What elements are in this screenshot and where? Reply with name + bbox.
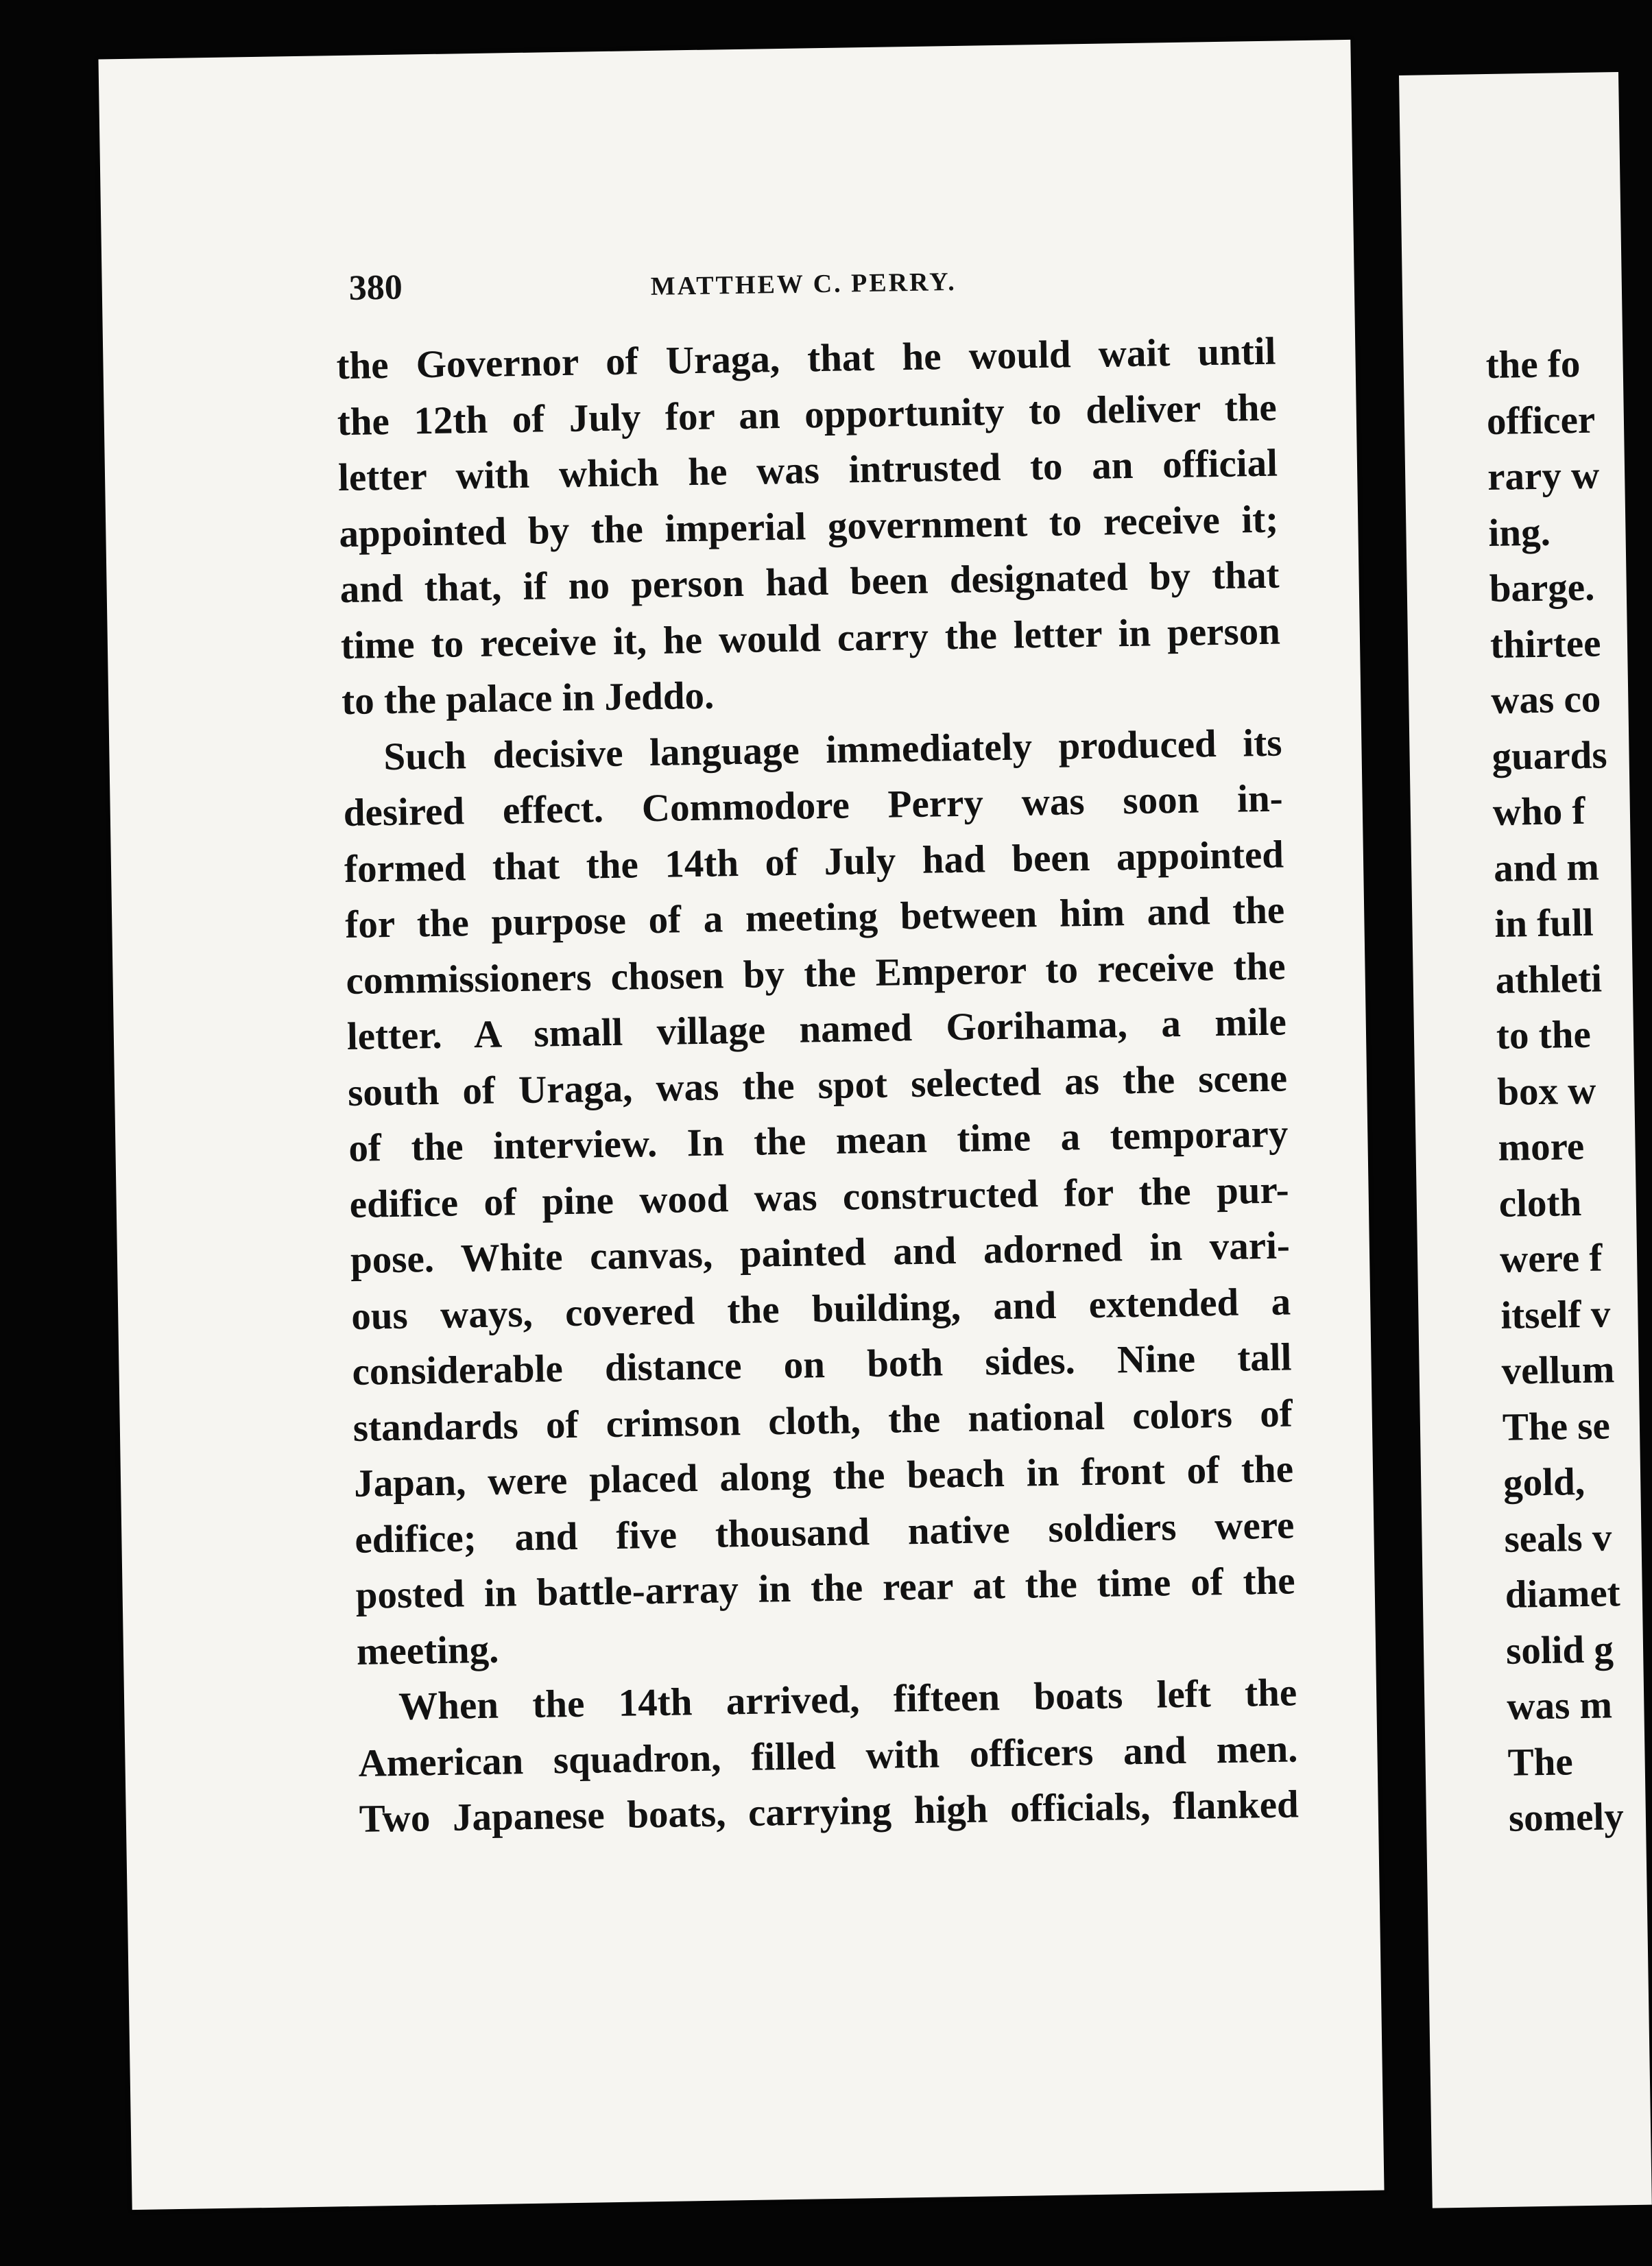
right-text-line: rary w <box>1487 453 1600 499</box>
text-line: time to receive it, he would carry the letter in person <box>340 609 1281 667</box>
right-text-line: ing. <box>1487 510 1551 555</box>
text-line: the 12th of July for an opportunity to deliver the <box>337 385 1278 444</box>
text-line: appointed by the imperial government to receive it; <box>338 497 1279 556</box>
text-line: meeting. <box>356 1627 499 1673</box>
page-number: 380 <box>348 267 403 308</box>
text-line: south of Uraga, was the spot selected as the scene <box>347 1056 1288 1114</box>
right-text-line: in full <box>1494 901 1594 946</box>
text-line: Such decisive language immediately produced its <box>383 721 1282 778</box>
text-line: to the palace in Jeddo. <box>341 673 715 724</box>
text-line: American squadron, filled with officers and men. <box>358 1726 1298 1785</box>
right-text-line: officer <box>1486 398 1596 443</box>
text-line: edifice of pine wood was constructed for the pur- <box>349 1167 1290 1226</box>
right-text-line: diamet <box>1505 1571 1621 1617</box>
right-text-line: the fo <box>1485 342 1581 387</box>
text-line: desired effect. Commodore Perry was soon in- <box>343 776 1284 835</box>
right-text-line: itself v <box>1500 1291 1611 1337</box>
right-text-line: who f <box>1492 789 1585 834</box>
right-text-line: was co <box>1490 677 1601 722</box>
text-line: of the interview. In the mean time a temporary <box>348 1112 1289 1170</box>
right-text-line: somely <box>1508 1795 1625 1840</box>
right-page-text <box>1485 335 1624 1846</box>
text-line: the Governor of Uraga, that he would wait until <box>336 329 1276 388</box>
right-text-line: and m <box>1493 845 1600 890</box>
right-text-line: to the <box>1496 1012 1592 1058</box>
text-line: When the 14th arrived, fifteen boats left the <box>398 1671 1297 1728</box>
text-line: formed that the 14th of July had been appointed <box>344 833 1284 891</box>
text-line: edifice; and five thousand native soldiers were <box>354 1503 1295 1562</box>
right-text-line: gold, <box>1503 1459 1585 1505</box>
right-text-line: thirtee <box>1489 621 1601 667</box>
right-text-line: barge. <box>1489 565 1595 611</box>
right-text-line: guards <box>1492 732 1607 778</box>
right-text-line: box w <box>1496 1069 1596 1114</box>
right-text-line: were f <box>1499 1236 1603 1281</box>
right-page <box>1399 72 1652 2208</box>
right-text-line: solid g <box>1505 1627 1614 1673</box>
right-text-line: athleti <box>1495 957 1603 1002</box>
text-line: ous ways, covered the building, and extended a <box>350 1279 1291 1338</box>
text-line: commissioners chosen by the Emperor to receive the <box>346 944 1286 1003</box>
text-line: letter. A small village named Gorihama, a mile <box>346 1000 1287 1059</box>
text-line: for the purpose of a meeting between him and the <box>344 888 1285 947</box>
right-text-line: was m <box>1506 1683 1613 1728</box>
text-line: Japan, were placed along the beach in front of the <box>353 1447 1294 1505</box>
right-text-line: The se <box>1502 1403 1611 1449</box>
text-line: and that, if no person had been designated by that <box>339 553 1280 612</box>
right-text-line: seals v <box>1504 1515 1612 1561</box>
text-line: Two Japanese boats, carrying high officials, flanked <box>359 1782 1300 1841</box>
running-head: MATTHEW C. PERRY. <box>650 267 957 301</box>
text-line: considerable distance on both sides. Nine tall <box>352 1335 1292 1394</box>
text-line: standards of crimson cloth, the national colors of <box>352 1391 1293 1450</box>
right-text-line: vellum <box>1501 1348 1615 1393</box>
body-text <box>336 324 1299 1848</box>
text-line: posted in battle-array in the rear at the time of the <box>355 1559 1296 1617</box>
right-text-line: cloth <box>1498 1180 1582 1226</box>
left-page <box>98 40 1384 2210</box>
text-line: pose. White canvas, painted and adorned in vari- <box>350 1224 1291 1282</box>
text-line: letter with which he was intrusted to an official <box>337 441 1278 500</box>
right-text-line: The <box>1507 1739 1574 1785</box>
right-text-line: more <box>1498 1124 1585 1169</box>
